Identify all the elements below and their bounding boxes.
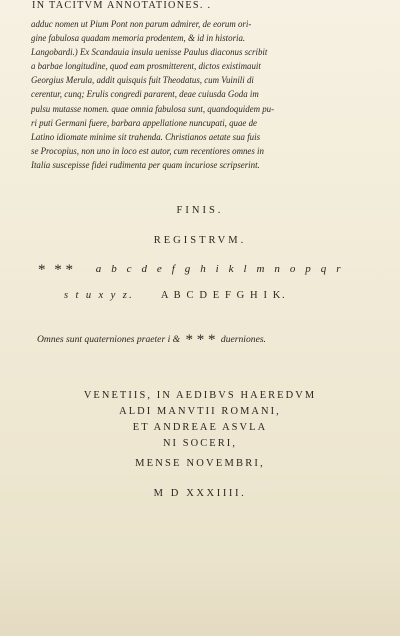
annotation-line: adduc nomen ut Pium Pont non parum admirer, de eorum ori- [31,19,252,29]
colophon-line: ALDI MANVTII ROMANI, [119,406,281,417]
paper-stain [0,560,400,636]
annotation-line: Italia suscepisse fidei rudimenta per quam incuriose scripserint. [31,159,260,170]
register-lowercase-signatures: a b c d e f g h i k l m n o p q r [95,263,345,275]
annotation-line: Latino idiomate minime sit trahenda. Christianos aetate sua fuis [31,131,261,142]
double-asterisk-glyph: * * [54,262,73,278]
quire-note-end: duerniones. [220,334,266,345]
quire-note [37,332,266,349]
register-row-2 [64,290,286,301]
annotation-line: Georgius Merula, addit quisquis fuit Theodatus, cum Vuinili di [31,75,254,86]
asterisk-glyph: * [38,262,46,278]
quire-asterisks-glyph: * * * [185,332,216,348]
colophon-line: ET ANDREAE ASVLA [132,422,268,433]
imprint-year: M D XXXIIII. [153,488,247,499]
colophon [0,388,400,452]
annotation-line: Langobardi.) Ex Scandauia insula uenisse Paulus diaconus scribit [31,47,268,58]
colophon-line: VENETIIS, IN AEDIBVS HAEREDVM [83,390,317,401]
register-row-1 [38,262,344,279]
running-header: IN TACITVM ANNOTATIONES. . [32,0,212,11]
annotation-line: a barbae longitudine, quod eam prosmitterent, dictos existimauit [31,61,261,72]
annotation-line: cerentur, cunq; Erulis congredi pararent, deae cuiusda Goda im [31,89,259,100]
register-lowercase-signatures-end: s t u x y z. [64,290,135,301]
annotation-line: pulsu mutasse nomen. quae omnia fabulosa sunt, quandoquidem pu- [31,103,275,114]
imprint-month: MENSE NOVEMBRI, [135,458,265,469]
annotation-line: gine fabulosa quadam memoria prodentem, & id in historia. [31,33,246,44]
register-uppercase-signatures: A B C D E F G H I K. [160,290,287,301]
annotation-paragraph [31,17,377,172]
finis-heading: FINIS. [176,205,224,216]
registrum-heading: REGISTRVM. [153,235,247,246]
colophon-line: NI SOCERI, [162,438,238,449]
quire-note-start: Omnes sunt quaterniones praeter i & [37,334,181,345]
annotation-line: se Procopius, non uno in loco est autor, cum recentiores omnes in [31,145,264,156]
annotation-line: ri puti Germani fuere, barbara appellatione nuncupati, quae de [31,117,257,128]
